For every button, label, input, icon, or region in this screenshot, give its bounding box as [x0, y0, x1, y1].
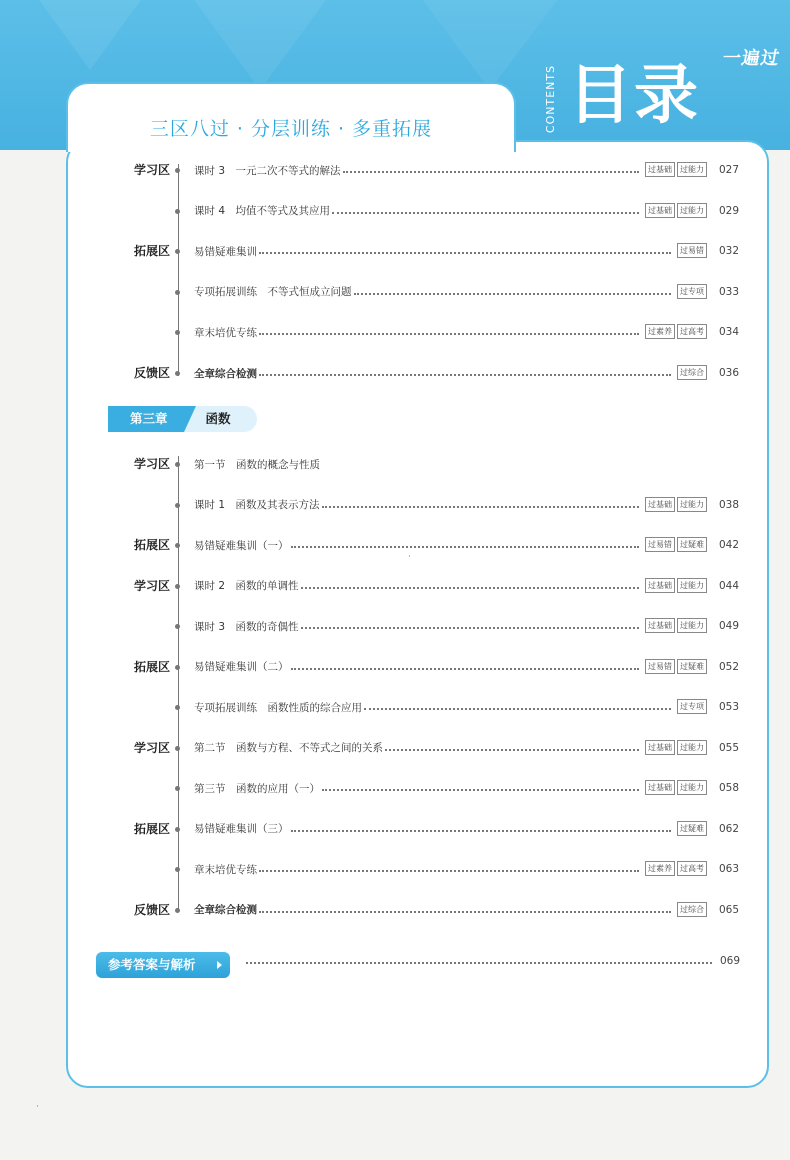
entry-title[interactable]: 易错疑难集训（二） [194, 661, 289, 673]
answers-page-number: 069 [720, 955, 741, 967]
timeline-node [175, 462, 181, 466]
entry-title[interactable]: 第一节 函数的概念与性质 [194, 458, 320, 471]
level-tags [677, 699, 707, 714]
dot-leader [385, 743, 639, 751]
level-tags [677, 243, 707, 258]
toc-entry [194, 454, 320, 474]
decor-triangle [150, 0, 370, 90]
timeline-node [175, 827, 181, 831]
timeline-line [178, 456, 179, 912]
page-number: 029 [718, 204, 739, 217]
chapter-label: 第三章 [108, 406, 184, 432]
zone-label: 拓展区 [134, 659, 171, 674]
level-tags [645, 618, 707, 633]
entry-title[interactable]: 章末培优专练 [194, 863, 257, 876]
level-tags [645, 537, 707, 552]
dot-leader [259, 246, 671, 254]
page-number: 065 [718, 903, 739, 916]
zone-label: 拓展区 [134, 821, 171, 836]
entry-title[interactable]: 课时 1 函数及其表示方法 [194, 499, 320, 511]
toc-row[interactable] [100, 241, 745, 261]
entry-title[interactable]: 专项拓展训练 函数性质的综合应用 [194, 701, 362, 714]
timeline-node [175, 290, 181, 294]
page-number: 036 [718, 367, 739, 379]
zone-label: 学习区 [134, 740, 171, 755]
level-tag: 过能力 [677, 578, 707, 593]
level-tag: 过综合 [677, 365, 707, 380]
page-number: 027 [718, 164, 739, 176]
page-number: 062 [718, 822, 739, 835]
toc-row[interactable] [100, 201, 745, 221]
dot-leader [291, 662, 640, 670]
entry-title[interactable]: 课时 3 一元二次不等式的解法 [194, 164, 341, 177]
page-number: 033 [718, 285, 739, 298]
page-number: 038 [718, 498, 739, 511]
timeline-node [175, 330, 181, 334]
dot-leader [364, 702, 671, 710]
dot-leader [332, 206, 639, 214]
entry-title[interactable]: 全章综合检测 [194, 367, 257, 380]
level-tags [645, 659, 707, 674]
level-tag: 过基础 [645, 578, 675, 593]
chapter-name: 函数 [184, 406, 257, 432]
dot-leader [246, 962, 712, 964]
toc-row[interactable] [100, 160, 745, 180]
arrow-right-icon [217, 961, 222, 969]
page-number: 032 [718, 245, 739, 258]
toc-entry [194, 495, 639, 515]
timeline-node [175, 705, 181, 709]
dot-leader [322, 500, 639, 508]
dot-leader [259, 327, 639, 335]
level-tags [677, 902, 707, 917]
page-number: 042 [718, 539, 739, 551]
level-tag: 过基础 [645, 497, 675, 512]
level-tag: 过能力 [677, 618, 707, 633]
toc-row[interactable] [100, 657, 745, 677]
zone-label: 学习区 [134, 163, 171, 177]
toc-row[interactable] [100, 900, 745, 920]
zone-label: 学习区 [134, 578, 171, 593]
toc-row[interactable] [100, 738, 745, 758]
level-tags [645, 578, 707, 593]
dot-leader [343, 165, 639, 173]
zone-label: 拓展区 [134, 538, 171, 552]
timeline-node [175, 371, 181, 375]
answers-button[interactable] [96, 952, 230, 978]
page-number: 049 [718, 620, 739, 632]
page-number: 055 [718, 741, 739, 754]
toc-row[interactable] [100, 282, 745, 302]
timeline-node [175, 867, 181, 871]
dot-leader [301, 581, 639, 589]
level-tag: 过能力 [677, 162, 707, 177]
level-tag: 过基础 [645, 203, 675, 218]
toc-row[interactable] [100, 819, 745, 839]
decor-triangle [10, 0, 170, 70]
entry-title[interactable]: 第二节 函数与方程、不等式之间的关系 [194, 742, 383, 754]
dot-leader [259, 368, 671, 376]
toc-entry [194, 322, 639, 342]
toc-entry [194, 657, 639, 677]
toc-row[interactable] [100, 576, 745, 596]
toc-row[interactable] [100, 454, 745, 474]
timeline-node [175, 624, 181, 628]
level-tag: 过能力 [677, 203, 707, 218]
toc-row[interactable] [100, 535, 745, 555]
page-number: 052 [718, 660, 739, 673]
level-tag: 过综合 [677, 902, 707, 917]
entry-title[interactable]: 易错疑难集训 [194, 245, 257, 258]
level-tags [645, 324, 707, 339]
level-tags [677, 821, 707, 836]
level-tag: 过基础 [645, 618, 675, 633]
page-number: 044 [718, 579, 739, 592]
dot-leader [322, 783, 639, 791]
print-speck: · [36, 1102, 39, 1112]
level-tag: 过疑难 [677, 659, 707, 674]
toc-entry [194, 201, 639, 221]
level-tag: 过基础 [645, 740, 675, 755]
level-tag: 过易错 [645, 537, 675, 552]
level-tag: 过疑难 [677, 821, 707, 836]
timeline-node [175, 908, 181, 912]
dot-leader [291, 540, 640, 548]
dot-leader [259, 905, 671, 913]
print-speck: · [408, 552, 411, 562]
entry-title[interactable]: 课时 2 函数的单调性 [194, 580, 299, 592]
entry-title[interactable]: 第三节 函数的应用（一） [194, 782, 320, 795]
level-tags [677, 284, 707, 299]
entry-title[interactable]: 易错疑难集训（三） [194, 823, 289, 835]
toc-entry [194, 819, 671, 839]
timeline-line [178, 164, 179, 376]
level-tags [645, 861, 707, 876]
timeline-node [175, 665, 181, 669]
answers-label: 参考答案与解析 [108, 957, 196, 972]
page-number: 034 [718, 326, 739, 339]
dot-leader [354, 287, 672, 295]
page-number: 058 [718, 782, 739, 794]
zone-label: 拓展区 [134, 244, 171, 259]
level-tag: 过能力 [677, 740, 707, 755]
toc-entry [194, 160, 639, 180]
level-tag: 过专项 [677, 699, 707, 714]
toc-entry [194, 859, 639, 879]
level-tags [645, 740, 707, 755]
level-tag: 过易错 [677, 243, 707, 258]
level-tag: 过疑难 [677, 537, 707, 552]
toc-row[interactable] [100, 859, 745, 879]
timeline-node [175, 503, 181, 507]
entry-title[interactable]: 章末培优专练 [194, 326, 257, 339]
toc-row[interactable] [100, 495, 745, 515]
toc-entry [194, 778, 639, 798]
level-tag: 过能力 [677, 780, 707, 795]
timeline-node [175, 168, 181, 172]
level-tag: 过高考 [677, 861, 707, 876]
page-subtitle: 三区八过 · 分层训练 · 多重拓展 [149, 118, 433, 140]
dot-leader [301, 621, 639, 629]
timeline-node [175, 746, 181, 750]
level-tags [645, 497, 707, 512]
level-tag: 过素养 [645, 861, 675, 876]
page-number: 063 [718, 863, 739, 875]
toc-entry [194, 282, 671, 302]
toc-row[interactable] [100, 363, 745, 383]
timeline-node [175, 249, 181, 253]
chapter-header[interactable] [108, 406, 257, 432]
entry-title[interactable]: 课时 4 均值不等式及其应用 [194, 205, 331, 218]
toc-entry [194, 241, 671, 261]
timeline-node [175, 209, 181, 213]
toc-row[interactable] [100, 616, 745, 636]
toc-entry [194, 576, 639, 596]
brand-logo: 一遍过 [720, 48, 782, 69]
zone-label: 反馈区 [134, 366, 171, 380]
entry-title[interactable]: 易错疑难集训（一） [194, 539, 289, 552]
dot-leader [259, 864, 639, 872]
entry-title[interactable]: 专项拓展训练 不等式恒成立问题 [194, 286, 352, 299]
toc-row[interactable] [100, 697, 745, 717]
entry-title[interactable]: 全章综合检测 [194, 904, 257, 916]
level-tag: 过素养 [645, 324, 675, 339]
level-tags [677, 365, 707, 380]
entry-title[interactable]: 课时 3 函数的奇偶性 [194, 620, 299, 633]
timeline-node [175, 543, 181, 547]
level-tags [645, 203, 707, 218]
level-tags [645, 162, 707, 177]
level-tags [645, 780, 707, 795]
level-tag: 过基础 [645, 780, 675, 795]
level-tag: 过高考 [677, 324, 707, 339]
level-tag: 过能力 [677, 497, 707, 512]
level-tag: 过专项 [677, 284, 707, 299]
toc-row[interactable] [100, 322, 745, 342]
dot-leader [291, 824, 672, 832]
timeline-node [175, 584, 181, 588]
timeline-node [175, 786, 181, 790]
contents-label: CONTENTS [543, 64, 557, 134]
toc-entry [194, 363, 671, 383]
level-tag: 过易错 [645, 659, 675, 674]
level-tag: 过基础 [645, 162, 675, 177]
toc-entry [194, 616, 639, 636]
toc-entry [194, 697, 671, 717]
toc-entry [194, 900, 671, 920]
toc-entry [194, 535, 639, 555]
zone-label: 学习区 [134, 457, 171, 471]
toc-row[interactable] [100, 778, 745, 798]
page-title: 目录 [568, 59, 700, 133]
toc-entry [194, 738, 639, 758]
zone-label: 反馈区 [134, 902, 171, 917]
page-number: 053 [718, 701, 739, 713]
